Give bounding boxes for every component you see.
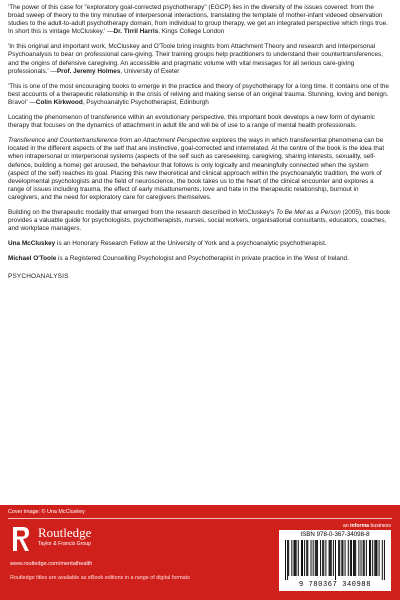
barcode-bar: [361, 540, 362, 576]
barcode-bar: [331, 540, 332, 576]
barcode-bar: [341, 540, 342, 576]
quote-author: Colin Kirkwood: [35, 98, 83, 106]
author-bios: [8, 240, 391, 263]
routledge-logo: [10, 523, 140, 559]
barcode-bar: [355, 540, 356, 576]
barcode-bar: [366, 540, 367, 576]
publisher-name: Routledge: [38, 525, 92, 540]
back-cover-text: [8, 4, 391, 282]
barcode-bar: [285, 540, 286, 580]
barcode-bar: [294, 540, 295, 576]
barcode-icon: [285, 540, 385, 580]
barcode-bar: [333, 540, 334, 576]
description-paragraph: Locating the phenomenon of transference within an evolutionary perspective, this important book develops a new form of dynamic therapy that focuses on the dynamics of attachment in adult life and will be of use to a range of mental health professionals.: [8, 114, 375, 130]
endorsement-quote: 'This is one of the most encouraging books to emerge in the practice and theory of psychotherapy for a long time. It contains one of the best accounts of a therapeutic relationship in the crisis of reliving and making sense of an original trauma. Stunning, loving and benign. Bravo!' —Colin Kirkwood, Psychoanalytic Psychotherapist, Edinburgh: [8, 82, 389, 106]
barcode-bar: [375, 540, 376, 576]
book-title: Transference and Countertransference from an Attachment Perspective: [8, 137, 211, 145]
barcode-bar: [330, 540, 331, 576]
barcode-bar: [296, 540, 297, 576]
barcode-bar: [323, 540, 324, 576]
barcode-bar: [363, 540, 364, 576]
barcode-bar: [288, 540, 289, 576]
isbn-barcode: [279, 530, 391, 591]
barcode-bar: [382, 540, 383, 580]
barcode-bar: [345, 540, 346, 576]
referenced-book-title: To Be Met as a Person: [276, 208, 341, 216]
barcode-bar: [354, 540, 355, 576]
endorsement-quote: 'In this original and important work, McCluskey and O'Toole bring insights from Attachment Theory and research and Interpersonal Psychoanalysis to bear on professional care-giving. Their training groups help practitioners to understand their countertransferences, and the origins of defensive caregiving. An accessible and pragmatic volume with vital messages for all serious care-giving professionals.' —Prof. Jeremy Holmes, University of Exeter: [8, 43, 384, 75]
author-bio: Michael O'Toole is a Registered Counselling Psychologist and Psychotherapist in private practice in the West of Ireland.: [8, 255, 349, 263]
barcode-digits: 9 780367 340988: [298, 581, 371, 589]
barcode-bar: [351, 540, 352, 576]
barcode-bar: [338, 540, 339, 576]
barcode-bar: [353, 540, 354, 576]
publisher-group: Taylor & Francis Group: [38, 541, 92, 547]
endorsement-quote: 'The power of this case for "exploratory goal-corrected psychotherapy" (EGCP) lies in the diversity of the issues covered: from the broad sweep of theory to the tiny minutiae of interpersonal interactions, translating the template of mother-infant videoed observation studies to the adult-to-adult psychotherapy domain, from individual to group therapy, we get an integrated perspective which rings true. In short this is vintage McCluskey.' —Dr. Tirril Harris, Kings College London: [8, 4, 388, 36]
barcode-bar: [376, 540, 377, 576]
publisher-footer: [0, 505, 400, 600]
ebook-availability-note: Routledge titles are available as eBook editions in a range of digital formats: [10, 575, 190, 581]
barcode-bar: [315, 540, 316, 576]
barcode-bar: [369, 540, 370, 576]
barcode-bar: [320, 540, 321, 576]
quote-text: 'This is one of the most encouraging books to emerge in the practice and theory of psychotherapy for a long time. It contains one of the best accounts of a therapeutic relationship in the crisis of reliving and making sense of an original trauma. Stunning, loving and benign. Bravo!': [8, 82, 389, 106]
quote-affiliation: , Psychoanalytic Psychotherapist, Edinburgh: [82, 98, 209, 106]
barcode-bar: [372, 540, 373, 576]
informa-business-mark: an informa business: [342, 523, 391, 529]
barcode-bar: [317, 540, 318, 576]
barcode-bar: [295, 540, 296, 576]
barcode-bar: [358, 540, 359, 576]
barcode-bar: [298, 540, 299, 576]
footer-divider: [8, 518, 392, 519]
quote-text: 'In this original and important work, McCluskey and O'Toole bring insights from Attachment Theory and research and Interpersonal Psychoanalysis to bear on professional care-giving. Their training groups help practitioners to understand their countertransferences, and the origins of defensive caregiving. An accessible and pragmatic volume with vital messages for all serious care-giving professionals.': [8, 43, 384, 75]
quote-author: Prof. Jeremy Holmes: [56, 67, 121, 75]
barcode-bar: [322, 540, 323, 576]
barcode-bar: [325, 540, 326, 576]
barcode-bar: [348, 540, 349, 576]
quote-affiliation: , Kings College London: [158, 28, 225, 36]
barcode-bar: [311, 540, 312, 576]
barcode-bar: [304, 540, 305, 576]
barcode-bar: [313, 540, 314, 576]
barcode-bar: [335, 540, 336, 580]
barcode-bar: [379, 540, 380, 576]
isbn-number: ISBN 978-0-367-34098-8: [300, 531, 370, 538]
barcode-bar: [364, 540, 365, 576]
author-name: Michael O'Toole: [8, 255, 57, 263]
barcode-bar: [302, 540, 303, 576]
barcode-bar: [350, 540, 351, 576]
routledge-r-icon: [10, 525, 32, 553]
barcode-bar: [316, 540, 317, 576]
barcode-bar: [329, 540, 330, 576]
quote-affiliation: , University of Exeter: [120, 67, 180, 75]
barcode-bar: [370, 540, 371, 576]
barcode-bar: [384, 540, 385, 580]
quote-author: Dr. Tirril Harris: [113, 28, 159, 36]
barcode-bar: [339, 540, 340, 576]
barcode-bar: [307, 540, 308, 576]
barcode-bar: [287, 540, 288, 580]
author-name: Una McCluskey: [8, 240, 56, 248]
barcode-bar: [342, 540, 343, 576]
cover-credit: Cover image: © Una McCluskey: [8, 509, 85, 515]
author-bio: Una McCluskey is an Honorary Research Fellow at the University of York and a psychoanalytic psychotherapist.: [8, 240, 327, 248]
publisher-website[interactable]: www.routledge.com/mentalhealth: [10, 561, 93, 567]
subject-category: PSYCHOANALYSIS: [8, 273, 69, 281]
description-paragraph: Transference and Countertransference from an Attachment Perspective explores the ways in which transferential phenomena can be located in the different aspects of the self that are instinctive, goal-corrected and interrelated. At the centre of the book is the idea that when intrapersonal or interpersonal systems (aspects of the self such as careseeking, caregiving, sharing interests, sexuality, self-defence, building a home) get aroused, the behaviour that follows is only logically and meaningfully connected when the system (aspect of the self) reaches its goal. Placing this new theoretical and clinical approach within the psychoanalytic tradition, the work of developmental psychologists and the field of neuroscience, the book takes us to the heart of the clinical encounter and explores a range of issues including trauma, the effect of early misattunements, love and hate in the therapeutic relationship, burnout in caregivers, and the need for exploratory care for caregivers themselves.: [8, 137, 385, 201]
barcode-bar: [374, 540, 375, 576]
description-paragraph: Building on the therapeutic modality that emerged from the research described in McCluskey's To Be Met as a Person (2005), this book provides a valuable guide for psychologists, psychotherapists, nurses, social workers, organisational consultants, educators, coaches, and workplace managers.: [8, 208, 391, 233]
quote-text: 'The power of this case for "exploratory goal-corrected psychotherapy" (EGCP) lies in the diversity of the issues covered: from the broad sweep of theory to the tiny minutiae of interpersonal interactions, translating the template of mother-infant videoed observation studies to the adult-to-adult psychotherapy domain, from individual to group therapy, we get an integrated perspective which rings true. In short this is vintage McCluskey.': [8, 4, 388, 36]
barcode-bar: [306, 540, 307, 576]
barcode-bar: [301, 540, 302, 576]
barcode-bar: [291, 540, 292, 576]
